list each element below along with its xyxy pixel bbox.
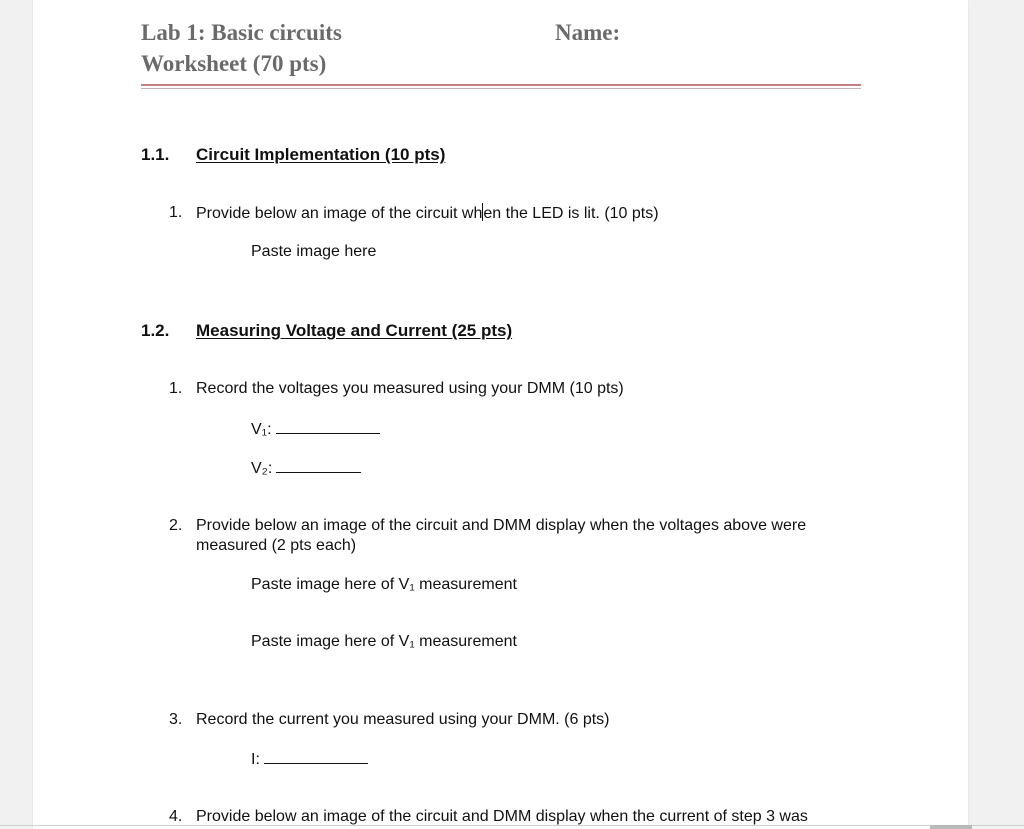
item-text: Record the voltages you measured using your DMM (10 pts) [196, 380, 624, 397]
item-number: 1. [169, 204, 183, 221]
document-page[interactable] [33, 0, 968, 829]
item-text-part1: Provide below an image of the circuit wh [196, 205, 483, 222]
section-title-circuit-implementation: Circuit Implementation (10 pts) [196, 145, 446, 164]
v1-blank[interactable] [276, 419, 380, 434]
current-field[interactable] [251, 749, 368, 770]
image-placeholder-v2[interactable]: Paste image here of V₁ measurement [251, 633, 517, 650]
v2-label: V₂: [251, 460, 273, 477]
current-blank[interactable] [264, 749, 368, 764]
item-text-line2: measured (2 pts each) [196, 537, 357, 554]
item-text: Provide below an image of the circuit and DMM display when the current of step 3 was [196, 808, 808, 825]
header-rule [141, 84, 861, 86]
v2-blank[interactable] [276, 458, 361, 473]
v2-field[interactable] [251, 458, 361, 479]
section-number: 1.1. [141, 145, 170, 164]
item-number: 3. [169, 711, 183, 728]
viewport-bottom-edge [0, 825, 1024, 826]
v1-label: V₁: [251, 421, 272, 438]
item-text-line1: Provide below an image of the circuit and DMM display when the voltages above were [196, 517, 807, 534]
image-placeholder-v1[interactable]: Paste image here of V₁ measurement [251, 576, 517, 593]
image-placeholder[interactable]: Paste image here [251, 243, 377, 260]
name-label: Name: [555, 20, 621, 45]
header-rule-thin [141, 88, 861, 89]
horizontal-scrollbar-thumb[interactable] [930, 825, 972, 829]
current-label: I: [251, 751, 260, 768]
section-number: 1.2. [141, 321, 170, 340]
item-number: 1. [169, 380, 183, 397]
v1-field[interactable] [251, 419, 380, 440]
item-text: Record the current you measured using your DMM. (6 pts) [196, 711, 610, 728]
worksheet-title-line1: Lab 1: Basic circuits [141, 20, 342, 45]
item-number: 2. [169, 517, 183, 534]
section-title-measuring-voltage-current: Measuring Voltage and Current (25 pts) [196, 321, 513, 340]
item-text-part2: en the LED is lit. (10 pts) [483, 205, 659, 222]
worksheet-title-line2: Worksheet (70 pts) [141, 51, 327, 76]
item-text[interactable] [196, 203, 659, 224]
item-number: 4. [169, 808, 183, 825]
